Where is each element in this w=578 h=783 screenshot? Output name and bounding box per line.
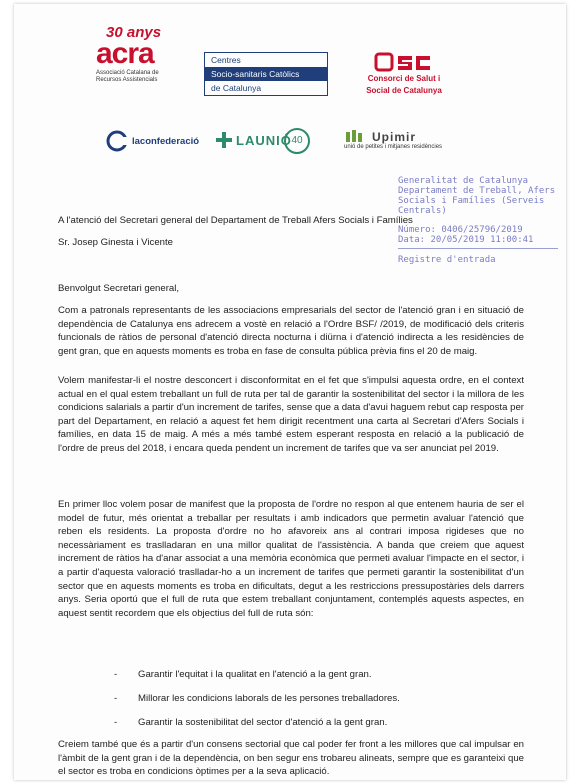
launio-logo (214, 130, 292, 150)
stamp-line-2: Departament de Treball, Afers (398, 186, 556, 196)
confederacio-name: laconfederació (132, 135, 200, 147)
upimir-mark-icon (344, 130, 366, 144)
paragraph-3: En primer lloc volem posar de manifest que la proposta de l'ordre no respon al que entenem hauria de ser el model de futur, més orientat a treballar per resultats i amb indicadors que permetin avaluar l'atenció que reben els residents. La proposta d'ordre no ho afavoreix ans al contrari imposa rigideses que no necessàriament es traslladaran en una millor qualitat de l'assistència. A banda que creiem que aquest increment de ràtios ha d'anar associat a una memòria econòmica que permeti avaluar l'impacte en el sector, i a partir d'aquesta valoració traslladar-ho a un increment de tarifes que permeti garantir la sostenibilitat d'un sector que en aquests moments es troba en dificultats, degut a les restriccions pressupostàries dels darrers anys. Seria oportú que el full de ruta que estem treballant conjuntament, contemplés aquests aspectes, en aquest sentit recordem que els objectius del full de ruta són: (58, 499, 524, 619)
list-item (114, 716, 514, 729)
acra-subtitle-1: Associació Catalana de (96, 70, 159, 76)
objective-3: Garantir la sostenibilitat del sector d'atenció a la gent gran. (138, 717, 388, 728)
stamp-line-4: Centrals) (398, 206, 447, 216)
upimir-name: Upimir (372, 130, 417, 144)
confederacio-logo (106, 130, 199, 152)
centres-line-2: Socio-sanitaris Catòlics (205, 67, 327, 81)
objective-2: Millorar les condicions laborals de les persones treballadores. (138, 693, 400, 704)
upimir-subtitle: unió de petites i mitjanes residències (344, 144, 443, 150)
stamp-number: Número: 0406/25796/2019 (398, 225, 523, 235)
list-item (114, 692, 514, 705)
acra-subtitle-2: Recursos Assistencials (96, 77, 158, 83)
paragraph-4: Creiem també que és a partir d'un consens sectorial que cal poder fer front a les millores que cal impulsar en l'àmbit de la gent gran i de la dependència, on ben segur ens trobareu alineats, sempre que es garanteixi que el sector es troba en condicions òptimes per a la seva aplicació. (58, 739, 524, 778)
cssc-mark-icon (374, 52, 434, 72)
stamp-registry: Registre d'entrada (398, 255, 496, 265)
cssc-name-2: Social de Catalunya (366, 86, 442, 95)
stamp-line-3: Socials i Famílies (Serveis (398, 196, 545, 206)
paragraph-2: Volem manifestar-li el nostre desconcert i disconformitat en el fet que s'impulsi aquesta ordre, en el context actual en el qual estem treballant un full de ruta per tal de garantir la sostenibilitat del sector i la millora de les condicions salarials a partir d'un increment de tarifes, sense que a data d'avui haguem rebut cap resposta per part del Departament, en relació a aquest fet hem dirigit recentment una carta al Secretari d'Afers Socials i famílies, en data 15 de maig. A més a més també estem esperant resposta en relació a la publicació de l'ordre de preus del 2018, i encara queda pendent un increment de tarifes que va ser anunciat pel 2019. (58, 375, 524, 454)
confederacio-mark-icon (106, 130, 128, 152)
stamp-line-1: Generalitat de Catalunya (398, 176, 529, 186)
upimir-logo (344, 130, 442, 150)
addressee: A l'atenció del Secretari general del Departament de Treball Afers Socials i Famílies (58, 215, 413, 226)
launio-mark-icon (214, 130, 234, 150)
forty-years-badge: 40 (284, 128, 310, 154)
list-dash: - (114, 693, 118, 704)
launio-name: LAUNIÓ (236, 132, 292, 148)
acra-wordmark: acra (96, 37, 154, 70)
centres-sociosanitaris-logo (204, 52, 328, 96)
list-dash: - (114, 717, 118, 728)
centres-line-1: Centres (211, 55, 241, 65)
cssc-logo (344, 52, 464, 96)
acra-logo (96, 24, 196, 84)
recipient-name: Sr. Josep Ginesta i Vicente (58, 237, 174, 248)
paragraph-1: Com a patronals representants de les associacions empresarials del sector de l'atenció gran i en situació de dependència de Catalunya ens adrecem a vostè en relació a l'Ordre BSF/ /2019, de modificació dels criteris funcionals de ràtios de personal d'atenció directa nocturna i diürna i d'atenció indirecta a les residències de gent gran, que en aquests moments es troba en fase de consulta pública prèvia fins el 20 de maig. (58, 305, 524, 357)
salutation: Benvolgut Secretari general, (58, 283, 180, 294)
stamp-date: Data: 20/05/2019 11:00:41 (398, 235, 534, 245)
list-item (114, 668, 514, 681)
cssc-name-1: Consorci de Salut i (367, 74, 441, 83)
letter-page (14, 4, 566, 780)
acra-years: 30 anys (106, 24, 162, 41)
objective-1: Garantir l'equitat i la qualitat en l'atenció a la gent gran. (138, 669, 372, 680)
list-dash: - (114, 669, 118, 680)
centres-line-3: de Catalunya (211, 83, 262, 93)
